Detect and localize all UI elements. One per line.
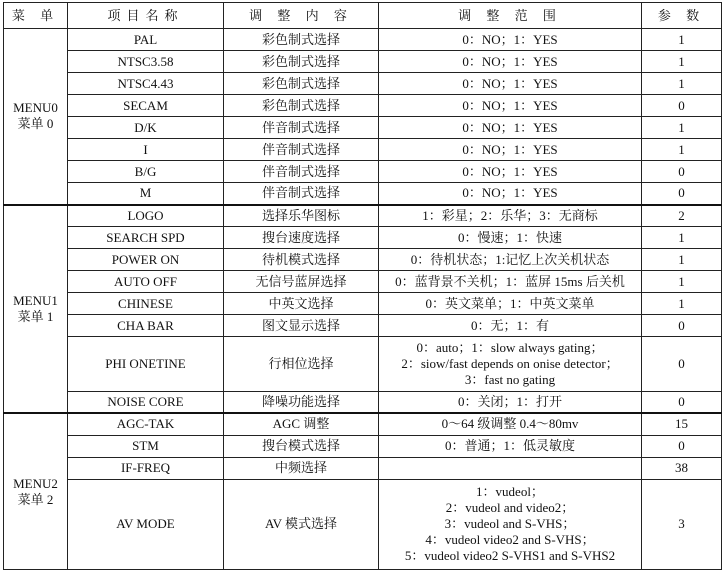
range-line: 1：彩星；2：乐华；3：无商标 <box>422 208 598 224</box>
range-line: 0：auto；1：slow always gating； <box>416 339 604 355</box>
value-cell: 0 <box>642 315 722 337</box>
item-name-cell: B/G <box>68 161 224 183</box>
content-cell: 彩色制式选择 <box>224 95 379 117</box>
item-name-cell: STM <box>68 435 224 457</box>
table-row <box>4 51 722 73</box>
content-cell: 伴音制式选择 <box>224 117 379 139</box>
content-cell: 选择乐华图标 <box>224 205 379 227</box>
content-cell: AV 模式选择 <box>224 479 379 569</box>
range-line: 0：NO；1：YES <box>462 97 558 113</box>
table-row <box>4 95 722 117</box>
menu-label: MENU2 <box>13 475 58 491</box>
range-line: 0：慢速；1：快速 <box>457 229 562 245</box>
range-cell <box>379 117 642 139</box>
value-cell: 0 <box>642 183 722 205</box>
range-cell <box>379 457 642 479</box>
range-line: 0：蓝背景不关机；1：蓝屏 15ms 后关机 <box>395 273 625 289</box>
content-cell: 伴音制式选择 <box>224 183 379 205</box>
menu-label: MENU0 <box>13 100 58 116</box>
range-cell <box>379 479 642 569</box>
value-cell: 0 <box>642 95 722 117</box>
value-cell: 1 <box>642 73 722 95</box>
table-row <box>4 315 722 337</box>
table-row <box>4 479 722 569</box>
content-cell: 待机模式选择 <box>224 249 379 271</box>
range-cell <box>379 249 642 271</box>
table-row <box>4 29 722 51</box>
parameter-table <box>3 2 722 570</box>
value-cell: 1 <box>642 271 722 293</box>
range-cell <box>379 73 642 95</box>
content-cell: 降噪功能选择 <box>224 391 379 413</box>
table-row <box>4 391 722 413</box>
table-row <box>4 161 722 183</box>
value-cell: 1 <box>642 29 722 51</box>
header-value: 参 数 <box>642 3 722 29</box>
range-cell <box>379 51 642 73</box>
header-range: 调 整 范 围 <box>379 3 642 29</box>
table-row <box>4 413 722 435</box>
value-cell: 1 <box>642 117 722 139</box>
range-line: 0：无；1：有 <box>470 317 549 333</box>
item-name-cell: AUTO OFF <box>68 271 224 293</box>
content-cell: 彩色制式选择 <box>224 29 379 51</box>
table-row <box>4 249 722 271</box>
range-cell <box>379 315 642 337</box>
range-cell <box>379 227 642 249</box>
content-cell: 搜台速度选择 <box>224 227 379 249</box>
header-item-name: 项目名称 <box>68 3 224 29</box>
menu-group-cell <box>4 413 68 569</box>
table-body <box>4 29 722 570</box>
range-line: 5：vudeol video2 S-VHS1 and S-VHS2 <box>404 548 616 564</box>
value-cell: 3 <box>642 479 722 569</box>
table-row <box>4 183 722 205</box>
content-cell: 伴音制式选择 <box>224 139 379 161</box>
table-row <box>4 293 722 315</box>
table-row <box>4 271 722 293</box>
range-line: 1：vudeol； <box>476 484 544 500</box>
content-cell: 中英文选择 <box>224 293 379 315</box>
item-name-cell: SEARCH SPD <box>68 227 224 249</box>
table-row <box>4 205 722 227</box>
content-cell: 搜台模式选择 <box>224 435 379 457</box>
header-menu: 菜 单 <box>4 3 68 29</box>
item-name-cell: IF-FREQ <box>68 457 224 479</box>
item-name-cell: PAL <box>68 29 224 51</box>
item-name-cell: SECAM <box>68 95 224 117</box>
range-line: 3：fast no gating <box>464 371 556 387</box>
table-row <box>4 435 722 457</box>
item-name-cell: NTSC3.58 <box>68 51 224 73</box>
item-name-cell: NOISE CORE <box>68 391 224 413</box>
item-name-cell: AV MODE <box>68 479 224 569</box>
header-content: 调 整 内 容 <box>224 3 379 29</box>
menu-group-cell <box>4 29 68 205</box>
range-cell <box>379 161 642 183</box>
content-cell: 彩色制式选择 <box>224 51 379 73</box>
range-cell <box>379 293 642 315</box>
range-line: 2：siow/fast depends on onise detector； <box>401 355 619 371</box>
range-cell <box>379 391 642 413</box>
range-line: 2：vudeol and video2； <box>445 500 575 516</box>
item-name-cell: PHI ONETINE <box>68 337 224 391</box>
value-cell: 1 <box>642 51 722 73</box>
item-name-cell: CHA BAR <box>68 315 224 337</box>
range-cell <box>379 413 642 435</box>
content-cell: 彩色制式选择 <box>224 73 379 95</box>
item-name-cell: CHINESE <box>68 293 224 315</box>
range-line: 0：普通；1：低灵敏度 <box>444 438 575 454</box>
range-line: 0～64 级调整 0.4～80mv <box>441 416 579 432</box>
range-line: 3：vudeol and S-VHS； <box>444 516 576 532</box>
value-cell: 1 <box>642 293 722 315</box>
value-cell: 2 <box>642 205 722 227</box>
item-name-cell: I <box>68 139 224 161</box>
value-cell: 38 <box>642 457 722 479</box>
range-line: 4：vudeol video2 and S-VHS； <box>425 532 595 548</box>
value-cell: 0 <box>642 337 722 391</box>
menu-label: 菜单 1 <box>17 308 54 324</box>
value-cell: 0 <box>642 391 722 413</box>
item-name-cell: AGC-TAK <box>68 413 224 435</box>
item-name-cell: NTSC4.43 <box>68 73 224 95</box>
range-cell <box>379 271 642 293</box>
range-cell <box>379 95 642 117</box>
range-cell <box>379 205 642 227</box>
menu-label: 菜单 2 <box>17 491 54 507</box>
item-name-cell: M <box>68 183 224 205</box>
range-cell <box>379 337 642 391</box>
range-line: 0：NO；1：YES <box>462 163 558 179</box>
range-line: 0：NO；1：YES <box>462 75 558 91</box>
content-cell: 中频选择 <box>224 457 379 479</box>
range-cell <box>379 29 642 51</box>
content-cell: AGC 调整 <box>224 413 379 435</box>
range-line: 0：待机状态；1:记忆上次关机状态 <box>410 251 610 267</box>
menu-group-cell <box>4 205 68 413</box>
item-name-cell: POWER ON <box>68 249 224 271</box>
menu-label: MENU1 <box>13 292 58 308</box>
value-cell: 1 <box>642 139 722 161</box>
value-cell: 15 <box>642 413 722 435</box>
range-line: 0：NO；1：YES <box>462 119 558 135</box>
value-cell: 0 <box>642 435 722 457</box>
range-line: 0：NO；1：YES <box>462 31 558 47</box>
range-cell <box>379 139 642 161</box>
table-row <box>4 457 722 479</box>
range-cell <box>379 183 642 205</box>
content-cell: 图文显示选择 <box>224 315 379 337</box>
range-line: 0：英文菜单；1：中英文菜单 <box>425 295 595 311</box>
range-line: 0：关闭；1：打开 <box>457 393 562 409</box>
table-row <box>4 337 722 391</box>
menu-label: 菜单 0 <box>17 116 54 132</box>
item-name-cell: LOGO <box>68 205 224 227</box>
content-cell: 无信号蓝屏选择 <box>224 271 379 293</box>
table-row <box>4 117 722 139</box>
range-cell <box>379 435 642 457</box>
range-line: 0：NO；1：YES <box>462 141 558 157</box>
table-row <box>4 227 722 249</box>
content-cell: 伴音制式选择 <box>224 161 379 183</box>
content-cell: 行相位选择 <box>224 337 379 391</box>
table-row <box>4 73 722 95</box>
value-cell: 1 <box>642 249 722 271</box>
value-cell: 0 <box>642 161 722 183</box>
range-line: 0：NO；1：YES <box>462 185 558 201</box>
range-line: 0：NO；1：YES <box>462 53 558 69</box>
item-name-cell: D/K <box>68 117 224 139</box>
table-row <box>4 139 722 161</box>
value-cell: 1 <box>642 227 722 249</box>
